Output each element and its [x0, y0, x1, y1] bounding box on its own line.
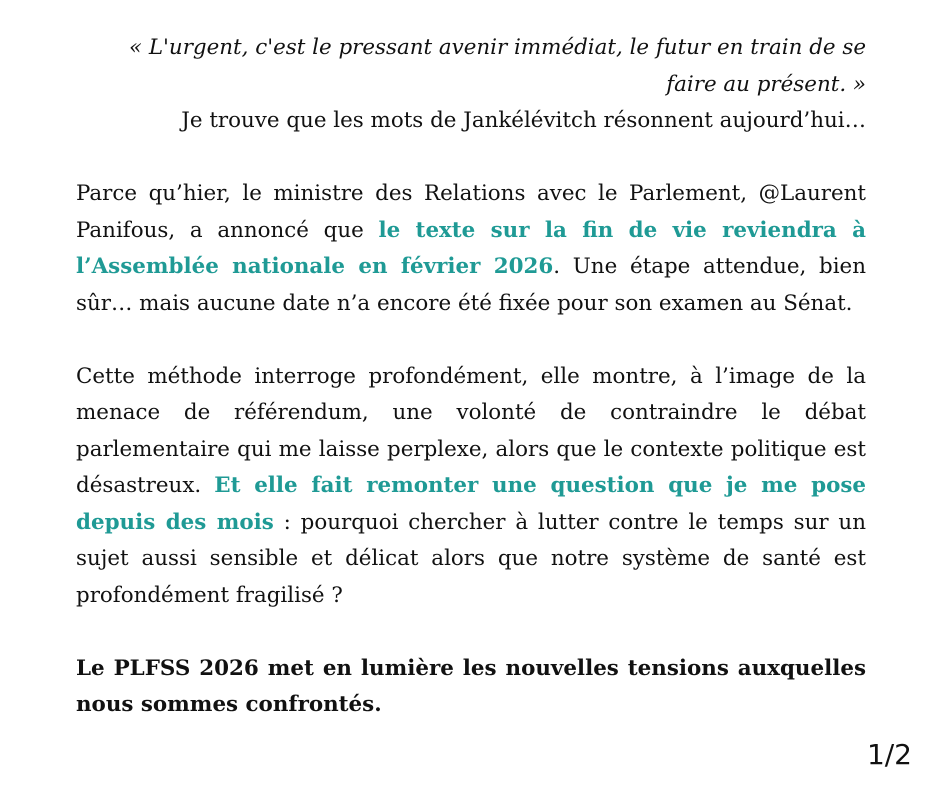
- paragraph-method-start: Cette méthode interroge profondément, elle montre, à l’image de la menace de référendum, une volonté de contraindre le débat parlementaire qui me laisse perplexe, alors que le contexte politique est désastreux.: [76, 363, 866, 498]
- paragraph-gap: [76, 614, 866, 651]
- question-highlight: Et elle fait remonter une question que je me pose depuis des mois: [76, 473, 866, 535]
- paragraph-announcement: [76, 176, 866, 322]
- quote-intro-line: Je trouve que les mots de Jankélévitch résonnent aujourd’hui…: [181, 108, 866, 133]
- plfss-conclusion: Le PLFSS 2026 met en lumière les nouvelles tensions auxquelles nous sommes confrontés.: [76, 655, 866, 717]
- end-of-life-bill-highlight: le texte sur la fin de vie reviendra à l’Assemblée nationale en février 2026: [76, 217, 866, 279]
- paragraph-method: [76, 359, 866, 615]
- paragraph-announcement-end: . Une étape attendue, bien sûr… mais aucune date n’a encore été fixée pour son examen au Sénat.: [76, 254, 866, 316]
- paragraph-method-end: : pourquoi chercher à lutter contre le temps sur un sujet aussi sensible et délicat alors que notre système de santé est profondément fragilisé ?: [76, 509, 866, 608]
- document-body: [76, 30, 866, 724]
- jankelevitch-quote: « L'urgent, c'est le pressant avenir immédiat, le futur en train de se faire au présent. »: [128, 35, 866, 97]
- paragraph-gap: [76, 140, 866, 177]
- paragraph-gap: [76, 322, 866, 359]
- paragraph-announcement-start: Parce qu’hier, le ministre des Relations avec le Parlement, @Laurent Panifous, a annoncé que: [76, 181, 866, 243]
- page-indicator: 1/2: [866, 738, 912, 771]
